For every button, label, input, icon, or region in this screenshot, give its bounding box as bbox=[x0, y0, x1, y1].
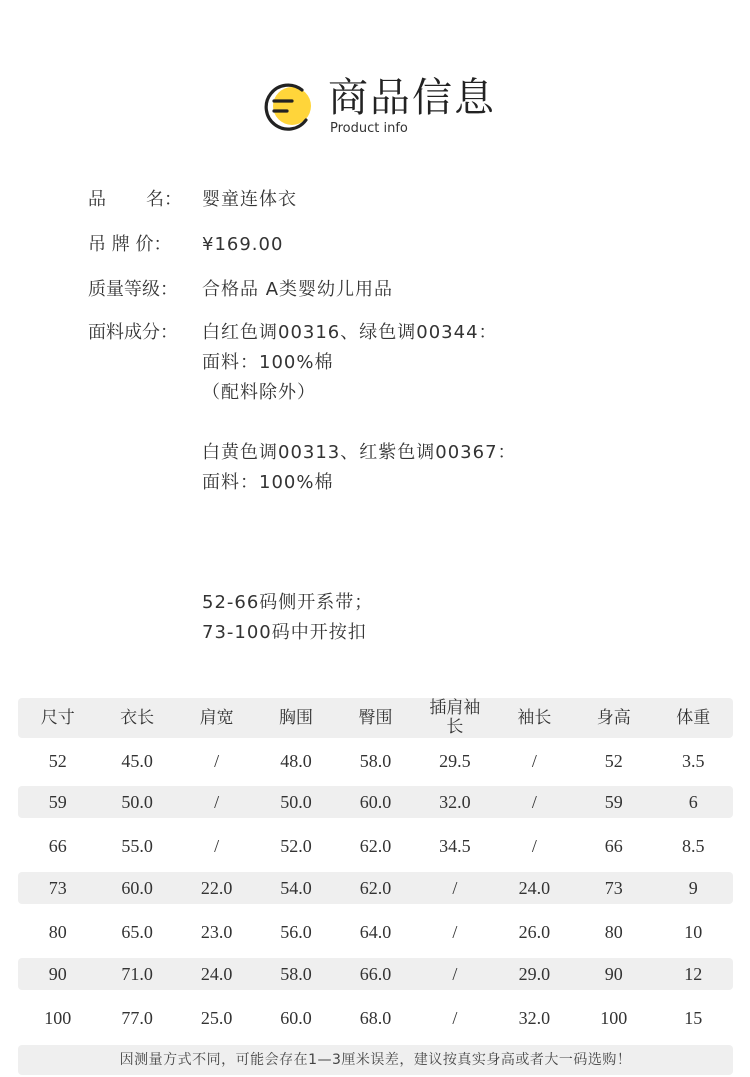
table-header-cell: 体重 bbox=[676, 707, 711, 728]
fabric-label: 面料成分： bbox=[88, 322, 178, 343]
table-header-cell: 肩宽 bbox=[199, 707, 234, 728]
table-cell: 8.5 bbox=[681, 836, 705, 856]
closure-line: 73-100码中开按扣 bbox=[202, 622, 367, 643]
table-cell: 23.0 bbox=[200, 922, 233, 942]
table-cell: 64.0 bbox=[359, 922, 392, 942]
table-cell: 65.0 bbox=[121, 922, 153, 942]
table-cell: 12 bbox=[684, 964, 703, 984]
table-row bbox=[18, 958, 733, 990]
table-cell: 59 bbox=[48, 792, 67, 812]
name-label bbox=[88, 185, 188, 215]
table-cell: 52 bbox=[48, 751, 67, 771]
table-cell: 60.0 bbox=[280, 1008, 312, 1028]
table-cell: 58.0 bbox=[359, 751, 392, 771]
table-cell: 73 bbox=[604, 878, 623, 898]
price-label: 吊 牌 价： bbox=[88, 234, 172, 255]
table-cell: 56.0 bbox=[280, 922, 312, 942]
grade-label: 质量等级： bbox=[88, 279, 178, 300]
table-cell: / bbox=[214, 792, 220, 812]
table-cell: 45.0 bbox=[121, 751, 153, 771]
table-cell: 90 bbox=[604, 964, 623, 984]
table-cell: / bbox=[452, 878, 458, 898]
table-cell: 66 bbox=[604, 836, 623, 856]
table-cell: 60.0 bbox=[121, 878, 153, 898]
fabric-line: 面料：100%棉 bbox=[202, 472, 334, 493]
table-cell: 80 bbox=[48, 922, 67, 942]
table-header-cell: 胸围 bbox=[279, 707, 314, 728]
measurement-note: 因测量方式不同，可能会存在1—3厘米误差，建议按真实身高或者大一码选购！ bbox=[18, 1045, 733, 1075]
table-cell: 60.0 bbox=[359, 792, 392, 812]
page-title: 商品信息 bbox=[328, 75, 496, 121]
table-cell: 29.5 bbox=[439, 751, 471, 771]
page-subtitle: Product info bbox=[330, 121, 408, 136]
table-cell: 62.0 bbox=[359, 836, 392, 856]
table-row bbox=[18, 829, 733, 863]
table-cell: 50.0 bbox=[121, 792, 153, 812]
fabric-line: 面料：100%棉 bbox=[202, 352, 334, 373]
table-cell: 62.0 bbox=[359, 878, 392, 898]
table-row bbox=[18, 872, 733, 904]
table-row bbox=[18, 915, 733, 949]
table-cell: 54.0 bbox=[280, 878, 312, 898]
name-label-char: 品 bbox=[88, 189, 106, 210]
table-cell: 9 bbox=[688, 878, 698, 898]
closure-line: 52-66码侧开系带； bbox=[202, 592, 374, 613]
table-cell: 90 bbox=[48, 964, 67, 984]
table-cell: 32.0 bbox=[518, 1008, 551, 1028]
table-cell: 34.5 bbox=[439, 836, 471, 856]
table-cell: / bbox=[452, 1008, 458, 1028]
table-header-cell: 尺寸 bbox=[40, 707, 75, 728]
table-cell: 77.0 bbox=[121, 1008, 153, 1028]
table-cell: 22.0 bbox=[200, 878, 233, 898]
page-header bbox=[0, 0, 750, 150]
table-cell: 24.0 bbox=[200, 964, 233, 984]
table-header-cell: 袖长 bbox=[517, 707, 552, 728]
table-row bbox=[18, 744, 733, 778]
table-cell: 59 bbox=[604, 792, 623, 812]
table-cell: 50.0 bbox=[280, 792, 312, 812]
table-row bbox=[18, 786, 733, 818]
table-cell: 29.0 bbox=[518, 964, 551, 984]
table-row bbox=[18, 1001, 733, 1035]
table-cell: 73 bbox=[48, 878, 67, 898]
table-cell: 24.0 bbox=[518, 878, 551, 898]
table-cell: 100 bbox=[600, 1008, 628, 1028]
table-cell: / bbox=[214, 751, 220, 771]
fabric-line: 白黄色调00313、红紫色调00367： bbox=[202, 442, 517, 463]
table-cell: 58.0 bbox=[280, 964, 312, 984]
table-cell: 25.0 bbox=[200, 1008, 233, 1028]
table-cell: 48.0 bbox=[280, 751, 312, 771]
table-cell: / bbox=[531, 751, 537, 771]
name-value: 婴童连体衣 bbox=[202, 189, 297, 210]
table-cell: 55.0 bbox=[121, 836, 153, 856]
table-cell: 15 bbox=[684, 1008, 703, 1028]
table-cell: 66.0 bbox=[359, 964, 392, 984]
table-header-cell: 臀围 bbox=[358, 707, 393, 728]
table-cell: 71.0 bbox=[121, 964, 153, 984]
table-header-cell: 插肩袖长 bbox=[429, 698, 481, 737]
table-cell: 66 bbox=[48, 836, 67, 856]
table-cell: 32.0 bbox=[439, 792, 471, 812]
fabric-line: （配料除外） bbox=[202, 382, 316, 403]
table-header-cell: 衣长 bbox=[120, 707, 155, 728]
table-cell: 6 bbox=[688, 792, 698, 812]
table-cell: 3.5 bbox=[681, 751, 705, 771]
table-cell: 10 bbox=[684, 922, 703, 942]
table-cell: 26.0 bbox=[518, 922, 551, 942]
table-cell: / bbox=[531, 792, 537, 812]
grade-value: 合格品 A类婴幼儿用品 bbox=[202, 279, 394, 300]
table-cell: / bbox=[214, 836, 220, 856]
table-cell: 52 bbox=[604, 751, 623, 771]
table-cell: 80 bbox=[604, 922, 623, 942]
table-header-row bbox=[18, 698, 733, 738]
name-label-char: 名： bbox=[146, 189, 182, 210]
table-cell: 52.0 bbox=[280, 836, 312, 856]
document-lines-icon bbox=[262, 82, 314, 132]
table-cell: 100 bbox=[44, 1008, 72, 1028]
table-cell: / bbox=[531, 836, 537, 856]
table-cell: / bbox=[452, 922, 458, 942]
table-header-cell: 身高 bbox=[596, 707, 631, 728]
table-cell: 68.0 bbox=[359, 1008, 392, 1028]
fabric-line: 白红色调00316、绿色调00344： bbox=[202, 322, 498, 343]
table-cell: / bbox=[452, 964, 458, 984]
price-value: ¥169.00 bbox=[202, 234, 284, 255]
